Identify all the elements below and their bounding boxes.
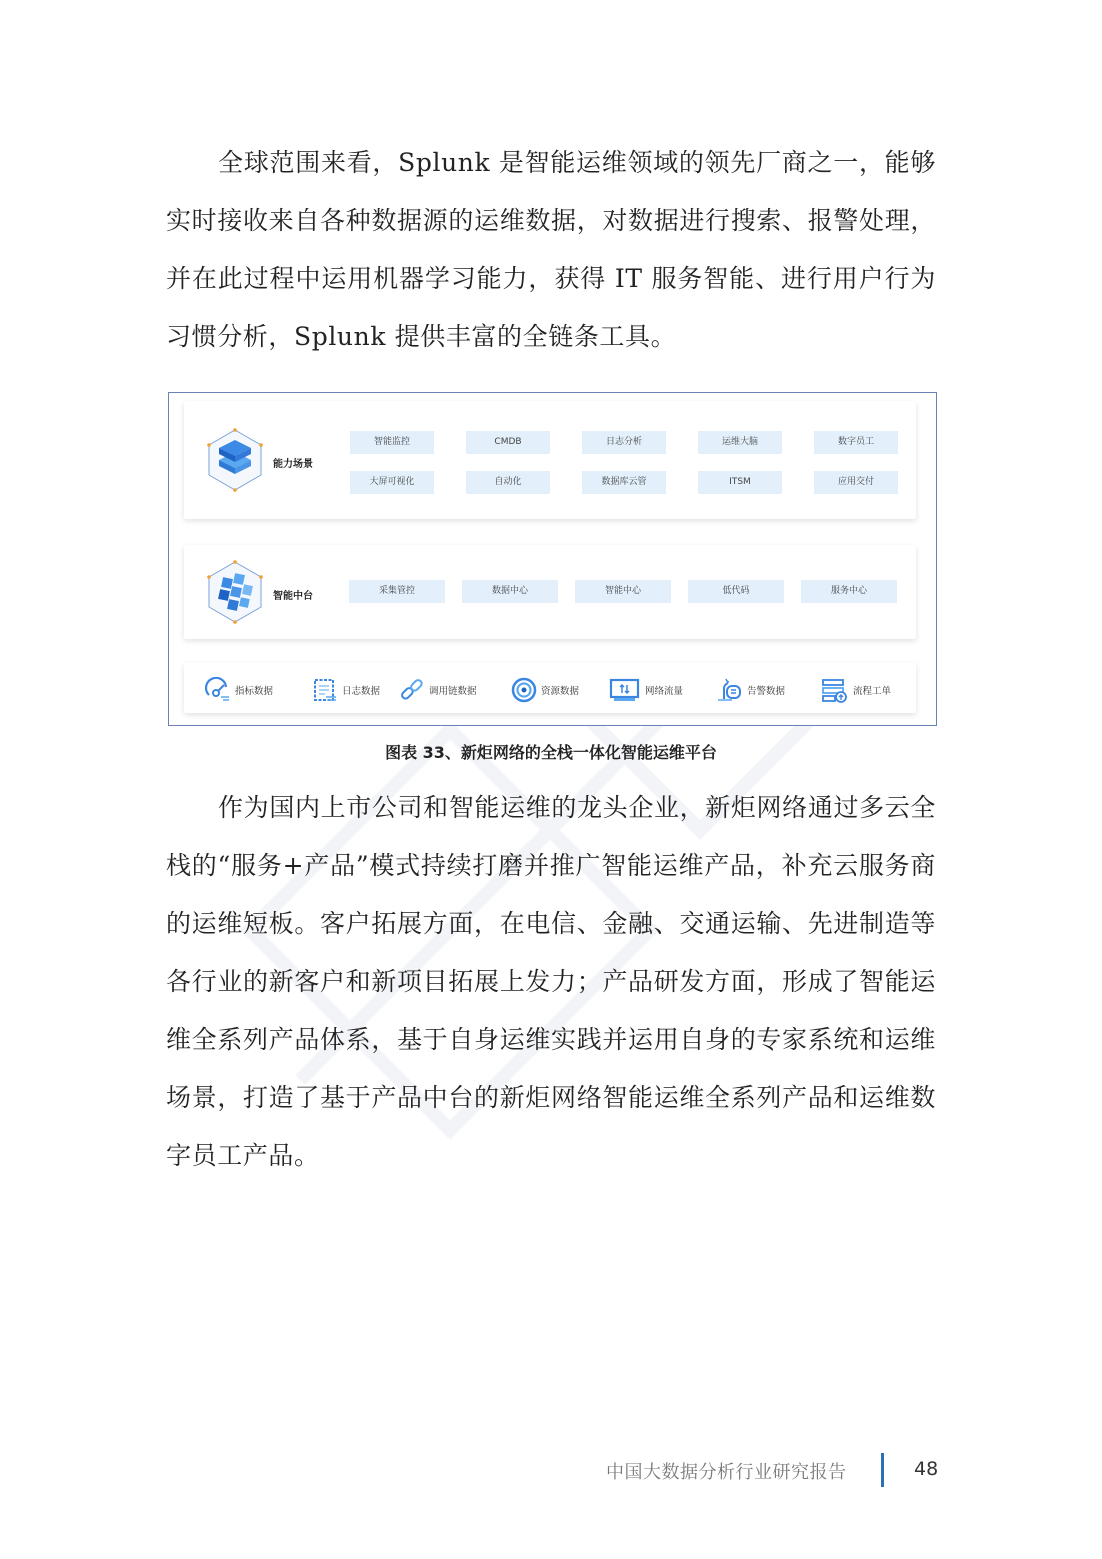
link-chain-icon [398,677,426,703]
footer-divider [881,1453,884,1487]
page-number: 48 [914,1458,939,1480]
source-label: 流程工单 [853,686,892,697]
platform-figure [168,392,937,726]
workflow-ticket-icon [820,677,850,703]
source-label: 告警数据 [747,686,786,697]
paragraph-xinju [166,779,936,1185]
chip-service-center: 服务中心 [801,580,897,603]
chip-app-delivery: 应用交付 [814,471,898,494]
chip-db-cloud: 数据库云管 [582,471,666,494]
paragraph-splunk [166,134,936,366]
platform-panel-title: 智能中台 [273,591,313,602]
gauge-icon [204,677,232,703]
chip-low-code: 低代码 [688,580,784,603]
target-icon [510,677,538,703]
source-network-traffic [608,677,683,703]
chip-collection-control: 采集管控 [349,580,445,603]
alarm-bell-icon [714,677,744,703]
source-label: 网络流量 [645,686,684,697]
chip-smart-monitoring: 智能监控 [350,431,434,454]
source-log-data [311,677,380,703]
source-label: 资源数据 [541,686,580,697]
platform-panel [184,545,916,639]
log-document-icon [311,677,339,703]
monitor-traffic-icon [608,677,642,703]
source-label: 调用链数据 [429,686,477,697]
figure-caption: 图表 33、新炬网络的全栈一体化智能运维平台 [385,743,717,762]
chip-cmdb: CMDB [466,431,550,454]
source-label: 指标数据 [235,686,274,697]
source-resource-data [510,677,579,703]
data-sources-panel [184,663,916,713]
chip-intelligence-center: 智能中心 [575,580,671,603]
paragraph-text: 全球范围来看，Splunk 是智能运维领域的领先厂商之一，能够实时接收来自各种数据源的运维数据，对数据进行搜索、报警处理，并在此过程中运用机器学习能力，获得 IT 服务智能、进行用户行为习惯分析，Splunk 提供丰富的全链条工具。 [166,148,936,351]
chip-ops-brain: 运维大脑 [698,431,782,454]
capability-panel [184,401,916,519]
chip-data-center: 数据中心 [462,580,558,603]
source-alert-data [714,677,785,703]
capability-panel-title: 能力场景 [273,459,313,470]
chip-itsm: ITSM [698,471,782,494]
chip-digital-employee: 数字员工 [814,431,898,454]
paragraph-text: 作为国内上市公司和智能运维的龙头企业，新炬网络通过多云全栈的“服务+产品”模式持续打磨并推广智能运维产品，补充云服务商的运维短板。客户拓展方面，在电信、金融、交通运输、先进制造等各行业的新客户和新项目拓展上发力；产品研发方面，形成了智能运维全系列产品体系，基于自身运维实践并运用自身的专家系统和运维场景，打造了基于产品中台的新炬网络智能运维全系列产品和运维数字员工产品。 [166,793,936,1170]
chip-big-screen: 大屏可视化 [350,471,434,494]
layers-hex-icon [206,428,264,492]
source-metric-data [204,677,273,703]
chip-log-analysis: 日志分析 [582,431,666,454]
chip-automation: 自动化 [466,471,550,494]
footer-report-title: 中国大数据分析行业研究报告 [606,1462,847,1483]
source-label: 日志数据 [342,686,381,697]
cubes-hex-icon [206,560,264,624]
source-workflow-ticket [820,677,891,703]
source-trace-data [398,677,477,703]
